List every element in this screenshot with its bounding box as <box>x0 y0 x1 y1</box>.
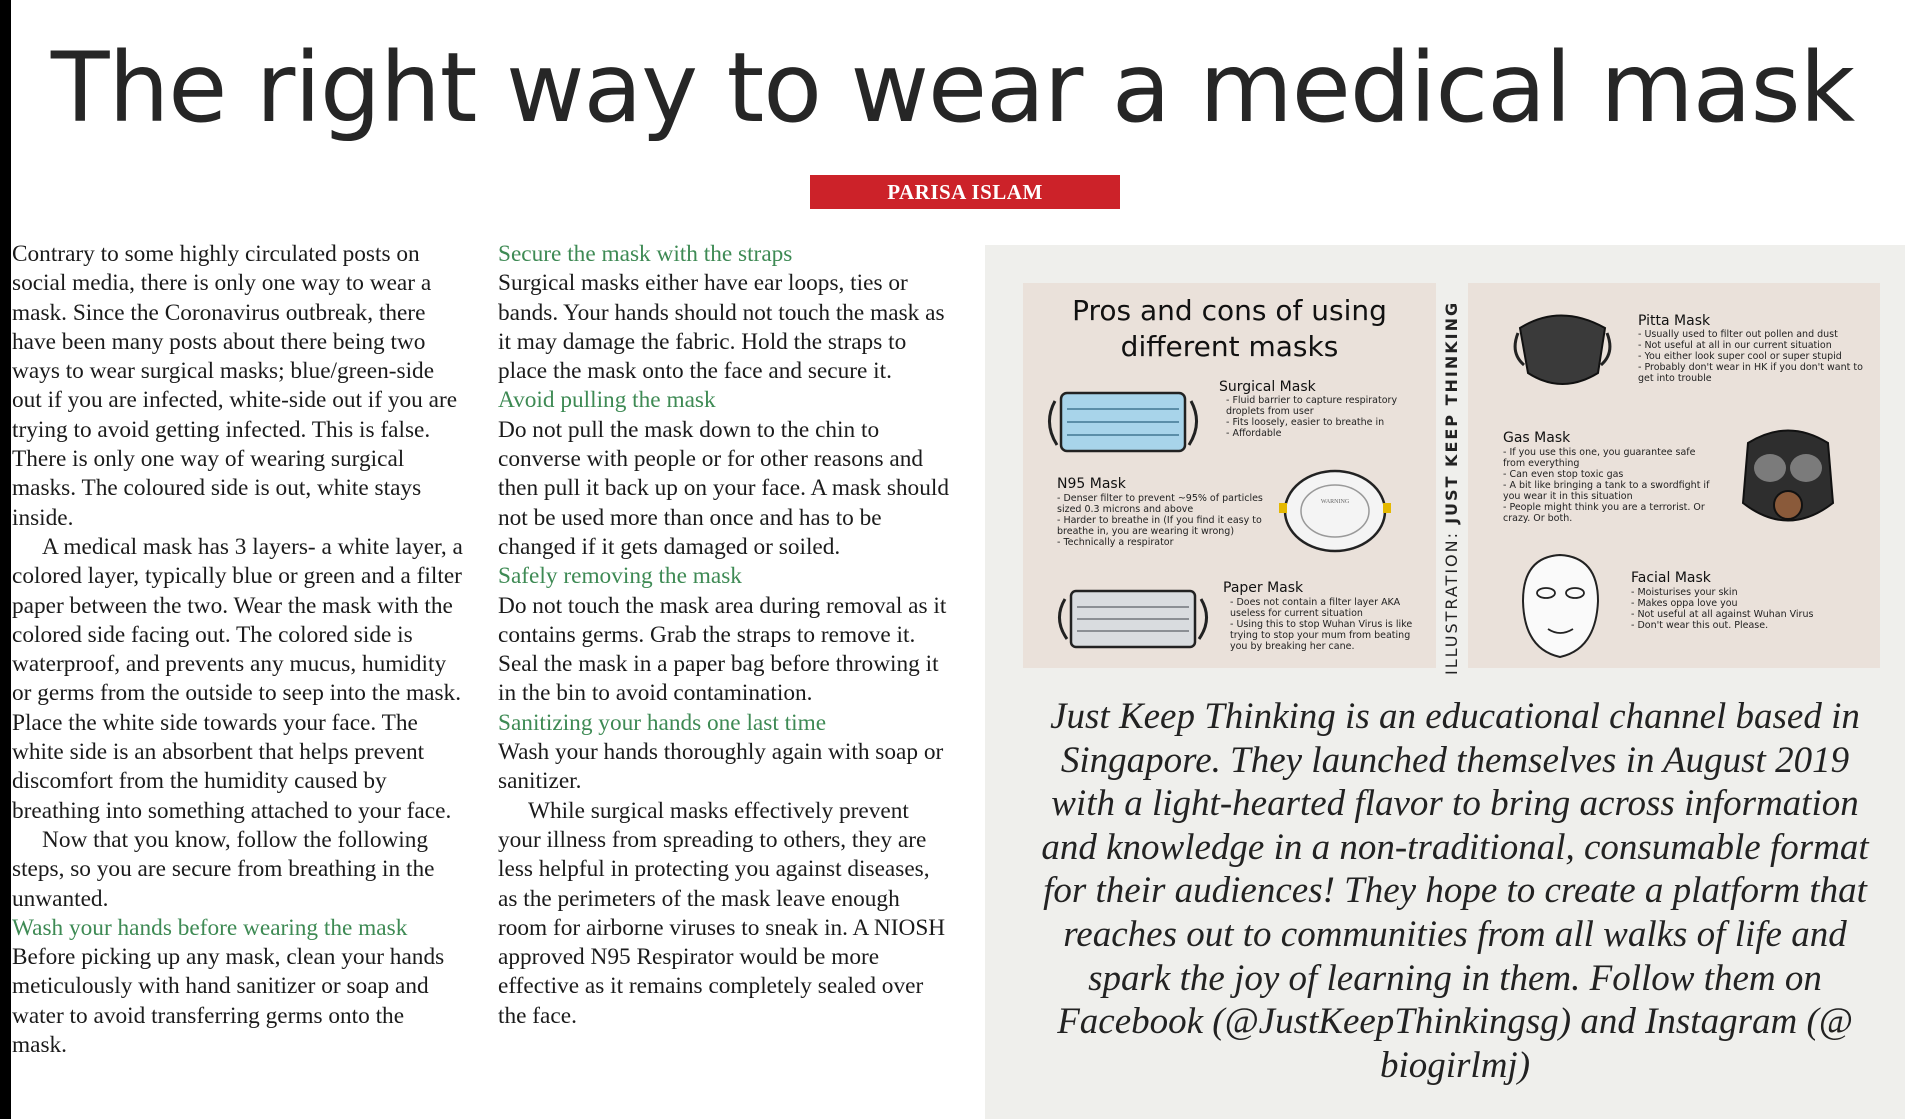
list-item: - Affordable <box>1226 428 1282 439</box>
list-item: - Technically a respirator <box>1057 537 1174 548</box>
paragraph: Contrary to some highly circulated posts on social media, there is only one way to wear a mask. Since the Coronavirus outbreak, there have been many posts about there being two ways to wear surgical masks; blue/green-side out if you are infected, white-side out if you are trying to avoid getting infected. This is false. <box>12 241 458 443</box>
gas-mask-name: Gas Mask <box>1503 430 1571 446</box>
gas-mask-points <box>1503 447 1718 524</box>
pitta-mask-points <box>1638 329 1868 384</box>
headline: The right way to wear a medical mask <box>50 32 1855 144</box>
list-item: - Don't wear this out. Please. <box>1631 620 1769 631</box>
list-item: - People might think you are a terrorist. Or crazy. Or both. <box>1503 502 1705 524</box>
list-item: - Not useful at all in our current situation <box>1638 340 1832 351</box>
paragraph: A medical mask has 3 layers- a white layer, a colored layer, typically blue or green and a filter paper between the two. Wear the mask with the colored side facing out. The colored side is waterproof, and prevents any mucus, humidity or germs from the outside to seep into the mask. Place the white side towards your face. The white side is an absorbent that helps prevent discomfort from the humidity caused by breathing into something attached to your face. <box>12 533 463 824</box>
list-item: - Moisturises your skin <box>1631 587 1738 598</box>
illustration-credit <box>1442 301 1461 675</box>
infographic-title: Pros and cons of using different masks <box>1072 294 1387 363</box>
list-item: - Denser filter to prevent ~95% of particles sized 0.3 microns and above <box>1057 493 1263 515</box>
subheading: Wash your hands before wearing the mask <box>12 914 408 941</box>
list-item: - Usually used to filter out pollen and dust <box>1638 329 1838 340</box>
surgical-mask-points <box>1226 395 1426 439</box>
credit-name: JUST KEEP THINKING <box>1442 300 1461 524</box>
n95-mask-name: N95 Mask <box>1057 476 1126 492</box>
list-item: - A bit like bringing a tank to a swordfight if you wear it in this situation <box>1503 480 1710 502</box>
article-column-1 <box>12 240 464 1060</box>
subheading: Sanitizing your hands one last time <box>498 709 827 736</box>
pitta-mask-name: Pitta Mask <box>1638 313 1711 329</box>
paragraph: Do not touch the mask area during removal as it contains germs. Grab the straps to remove it. Seal the mask in a paper bag before throwing it in the bin to avoid contamination. <box>498 592 947 707</box>
paper-mask-points <box>1230 597 1426 652</box>
list-item: - Fits loosely, easier to breathe in <box>1226 417 1385 428</box>
subheading: Secure the mask with the straps <box>498 241 793 267</box>
list-item: - Not useful at all against Wuhan Virus <box>1631 609 1814 620</box>
illustration-caption: Just Keep Thinking is an educational channel based in Singapore. They launched themselves in August 2019 with a light-hearted flavor to bring across information and knowledge in a non-traditional, consumable format for their audiences! They hope to create a platform that reaches out to communities from all walks of life and spark the joy of learning in them. Follow them on Facebook (@JustKeepThinkingsg) and Instagram (@ biogirlmj) <box>1041 696 1869 1086</box>
list-item: - Harder to breathe in (If you find it easy to breathe in, you are wearing it wrong) <box>1057 515 1262 537</box>
page-edge <box>0 0 11 1119</box>
list-item: - If you use this one, you guarantee safe from everything <box>1503 447 1696 469</box>
list-item: - You either look super cool or super stupid <box>1638 351 1842 362</box>
list-item: - Fluid barrier to capture respiratory droplets from user <box>1226 395 1398 417</box>
paper-mask-name: Paper Mask <box>1223 580 1304 596</box>
paragraph: Before picking up any mask, clean your hands meticulously with hand sanitizer or soap and water to avoid transferring germs onto the mask. <box>12 944 445 1059</box>
paragraph: There is only one way of wearing surgical masks. The coloured side is out, white stays inside. <box>12 446 422 531</box>
surgical-mask-icon <box>1043 383 1203 463</box>
credit-prefix: ILLUSTRATION: <box>1442 523 1461 675</box>
surgical-mask-name: Surgical Mask <box>1219 379 1316 395</box>
list-item: - Does not contain a filter layer AKA useless for current situation <box>1230 597 1401 619</box>
facial-mask-name: Facial Mask <box>1631 570 1711 586</box>
list-item: - Probably don't wear in HK if you don't want to get into trouble <box>1638 362 1863 384</box>
subheading: Avoid pulling the mask <box>498 387 716 414</box>
paragraph: Surgical masks either have ear loops, ties or bands. Your hands should not touch the mask as it may damage the fabric. Hold the straps to place the mask onto the face and secure it. <box>498 270 945 385</box>
n95-warning-label: WARNING <box>1320 499 1350 505</box>
article-column-2 <box>498 240 950 1031</box>
gas-mask-icon <box>1728 423 1848 538</box>
n95-mask-icon <box>1275 463 1395 558</box>
paragraph: While surgical masks effectively prevent your illness from spreading to others, they are less helpful in protecting you against diseases, as the perimeters of the mask leave enough room for airborne viruses to sneak in. A NIOSH approved N95 Respirator would be more effective as it remains completely sealed over the face. <box>498 797 946 1029</box>
paragraph: Wash your hands thoroughly again with soap or sanitizer. <box>498 739 944 795</box>
infographic-right <box>1468 283 1880 668</box>
subheading: Safely removing the mask <box>498 563 742 590</box>
paragraph: Do not pull the mask down to the chin to converse with people or for other reasons and then pull it back up on your face. A mask should not be used more than once and has to be changed if it gets damaged or soiled. <box>498 416 949 560</box>
pitta-mask-icon <box>1510 303 1615 393</box>
facial-mask-icon <box>1518 551 1603 661</box>
list-item: - Makes oppa love you <box>1631 598 1738 609</box>
list-item: - Can even stop toxic gas <box>1503 469 1624 480</box>
paragraph: Now that you know, follow the following steps, so you are secure from breathing in the unwanted. <box>12 826 435 912</box>
paper-mask-icon <box>1053 583 1213 658</box>
infographic-left <box>1023 283 1436 668</box>
list-item: - Using this to stop Wuhan Virus is like trying to stop your mum from beating you by breaking her cane. <box>1230 619 1413 652</box>
n95-mask-points <box>1057 493 1277 548</box>
facial-mask-points <box>1631 587 1861 631</box>
byline: PARISA ISLAM <box>810 175 1120 209</box>
